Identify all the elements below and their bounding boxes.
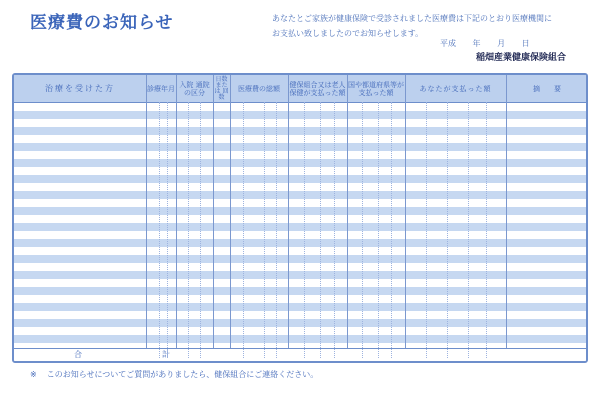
column-divider bbox=[506, 75, 507, 348]
digit-divider bbox=[378, 102, 379, 358]
header-patient: 治療を受けた方 bbox=[45, 83, 115, 93]
column-divider bbox=[405, 75, 406, 348]
column-divider bbox=[213, 75, 214, 348]
row-band bbox=[14, 111, 586, 119]
header-treatment-month: 診療年月 bbox=[147, 84, 175, 93]
note-text: このお知らせについてご質問がありましたら、健保組合にご連絡ください。 bbox=[46, 370, 319, 379]
digit-divider bbox=[188, 102, 189, 358]
digit-divider bbox=[334, 102, 335, 358]
page-title: 医療費のお知らせ bbox=[30, 13, 174, 33]
header-total-medical-cost: 医療費の総額 bbox=[238, 84, 280, 93]
digit-divider bbox=[486, 102, 487, 358]
row-band bbox=[14, 207, 586, 215]
issue-date bbox=[440, 38, 530, 49]
digit-divider bbox=[200, 102, 201, 358]
column-divider bbox=[288, 75, 289, 348]
row-band bbox=[14, 239, 586, 247]
row-band bbox=[14, 223, 586, 231]
date-era: 平成 bbox=[440, 39, 456, 48]
digit-divider bbox=[320, 102, 321, 358]
note-mark: ※ bbox=[30, 370, 37, 379]
header-you-paid: あなたが支払った額 bbox=[419, 84, 492, 93]
date-day: 日 bbox=[521, 39, 530, 48]
digit-divider bbox=[362, 102, 363, 358]
row-band bbox=[14, 319, 586, 327]
digit-divider bbox=[276, 102, 277, 358]
digit-divider bbox=[167, 102, 168, 358]
total-label-left: 合 bbox=[74, 350, 82, 359]
table-footer bbox=[14, 348, 586, 363]
footer-note bbox=[30, 369, 318, 380]
column-divider bbox=[347, 75, 348, 348]
date-month: 月 bbox=[497, 39, 506, 48]
digit-divider bbox=[304, 102, 305, 358]
medical-cost-table bbox=[12, 73, 588, 363]
row-band bbox=[14, 143, 586, 151]
date-year: 年 bbox=[472, 39, 481, 48]
header-insurance-paid: 健保組合又は老人保健が支払った額 bbox=[289, 80, 346, 97]
header-days: 日数 または 回数 bbox=[214, 75, 229, 101]
digit-divider bbox=[159, 102, 160, 358]
digit-divider bbox=[468, 102, 469, 358]
organization-name: 稲畑産業健康保険組合 bbox=[476, 53, 567, 63]
column-divider bbox=[230, 75, 231, 348]
row-band bbox=[14, 335, 586, 343]
header-inpatient-outpatient: 入院 通院 の区分 bbox=[179, 80, 210, 97]
total-label-right: 計 bbox=[162, 350, 170, 359]
row-band bbox=[14, 191, 586, 199]
row-band bbox=[14, 159, 586, 167]
row-band bbox=[14, 287, 586, 295]
row-band bbox=[14, 255, 586, 263]
header-public-paid: 国や都道府県等が支払った額 bbox=[348, 80, 404, 97]
digit-divider bbox=[447, 102, 448, 358]
digit-divider bbox=[391, 102, 392, 358]
digit-divider bbox=[243, 102, 244, 358]
digit-divider bbox=[264, 102, 265, 358]
column-divider bbox=[146, 75, 147, 348]
notice-text: あなたとご家族が健康保険で受診されました医療費は下記のとおり医療機関に お支払い致しましたのでお知らせします。 bbox=[272, 14, 552, 38]
row-band bbox=[14, 127, 586, 135]
row-band bbox=[14, 303, 586, 311]
row-band bbox=[14, 175, 586, 183]
digit-divider bbox=[426, 102, 427, 358]
row-band bbox=[14, 271, 586, 279]
column-divider bbox=[176, 75, 177, 348]
header-remarks: 摘 要 bbox=[533, 84, 561, 93]
